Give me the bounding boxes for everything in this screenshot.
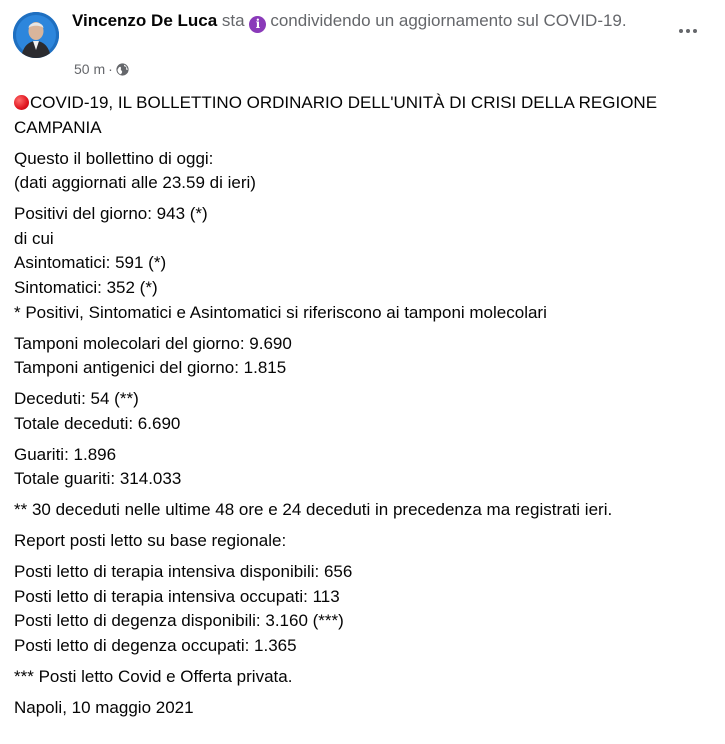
globe-icon[interactable] bbox=[116, 63, 129, 76]
text-line: Asintomatici: 591 (*) bbox=[14, 253, 167, 273]
post-meta bbox=[74, 61, 129, 77]
text-line: Tamponi molecolari del giorno: 9.690 bbox=[14, 333, 292, 353]
paragraph bbox=[14, 696, 714, 721]
text-line: Totale guariti: 314.033 bbox=[14, 469, 182, 489]
paragraph bbox=[14, 443, 714, 492]
paragraph bbox=[14, 387, 714, 436]
activity-text: condividendo un aggiornamento sul COVID-19. bbox=[270, 11, 627, 30]
author-name[interactable]: Vincenzo De Luca bbox=[72, 11, 218, 30]
text-line: Napoli, 10 maggio 2021 bbox=[14, 697, 194, 717]
text-line: *** Posti letto Covid e Offerta privata. bbox=[14, 666, 293, 686]
paragraph bbox=[14, 332, 714, 381]
text-line: di cui bbox=[14, 228, 54, 248]
title-text: COVID-19, IL BOLLETTINO ORDINARIO DELL'UNITÀ DI CRISI DELLA REGIONE CAMPANIA bbox=[14, 93, 658, 137]
post-body bbox=[14, 91, 714, 727]
text-line: Posti letto di terapia intensiva occupati: 113 bbox=[14, 586, 340, 606]
more-options-icon bbox=[679, 29, 683, 33]
text-line: Deceduti: 54 (**) bbox=[14, 389, 139, 409]
text-line: (dati aggiornati alle 23.59 di ieri) bbox=[14, 173, 256, 193]
text-line: Posti letto di terapia intensiva disponibili: 656 bbox=[14, 562, 353, 582]
text-line: Positivi del giorno: 943 (*) bbox=[14, 204, 208, 224]
meta-separator: · bbox=[108, 61, 113, 77]
text-line: Totale deceduti: 6.690 bbox=[14, 413, 181, 433]
post-header bbox=[72, 9, 662, 33]
text-line: Questo il bollettino di oggi: bbox=[14, 148, 214, 168]
paragraph bbox=[14, 147, 714, 196]
paragraph bbox=[14, 560, 714, 658]
avatar[interactable] bbox=[13, 12, 59, 58]
profile-photo bbox=[13, 12, 59, 58]
text-line: Guariti: 1.896 bbox=[14, 444, 117, 464]
text-line: Posti letto di degenza occupati: 1.365 bbox=[14, 636, 297, 655]
text-line: * Positivi, Sintomatici e Asintomatici si riferiscono ai tamponi molecolari bbox=[14, 302, 547, 322]
paragraph bbox=[14, 498, 714, 523]
text-line: Report posti letto su base regionale: bbox=[14, 531, 287, 551]
paragraph bbox=[14, 665, 714, 690]
red-circle-icon bbox=[14, 95, 29, 110]
activity-prefix: sta bbox=[221, 11, 245, 30]
post-paragraphs bbox=[14, 147, 714, 721]
text-line: Posti letto di degenza disponibili: 3.160 (***) bbox=[14, 611, 344, 631]
paragraph bbox=[14, 202, 714, 325]
more-options-button[interactable] bbox=[673, 20, 703, 42]
paragraph bbox=[14, 529, 714, 554]
timestamp[interactable]: 50 m bbox=[74, 61, 106, 77]
info-icon: i bbox=[249, 16, 266, 33]
text-line: Sintomatici: 352 (*) bbox=[14, 277, 158, 297]
more-options-icon bbox=[693, 29, 697, 33]
text-line: Tamponi antigenici del giorno: 1.815 bbox=[14, 358, 287, 378]
more-options-icon bbox=[686, 29, 690, 33]
title-line bbox=[14, 91, 714, 140]
post-title bbox=[14, 91, 714, 140]
text-line: ** 30 deceduti nelle ultime 48 ore e 24 deceduti in precedenza ma registrati ieri. bbox=[14, 500, 613, 520]
